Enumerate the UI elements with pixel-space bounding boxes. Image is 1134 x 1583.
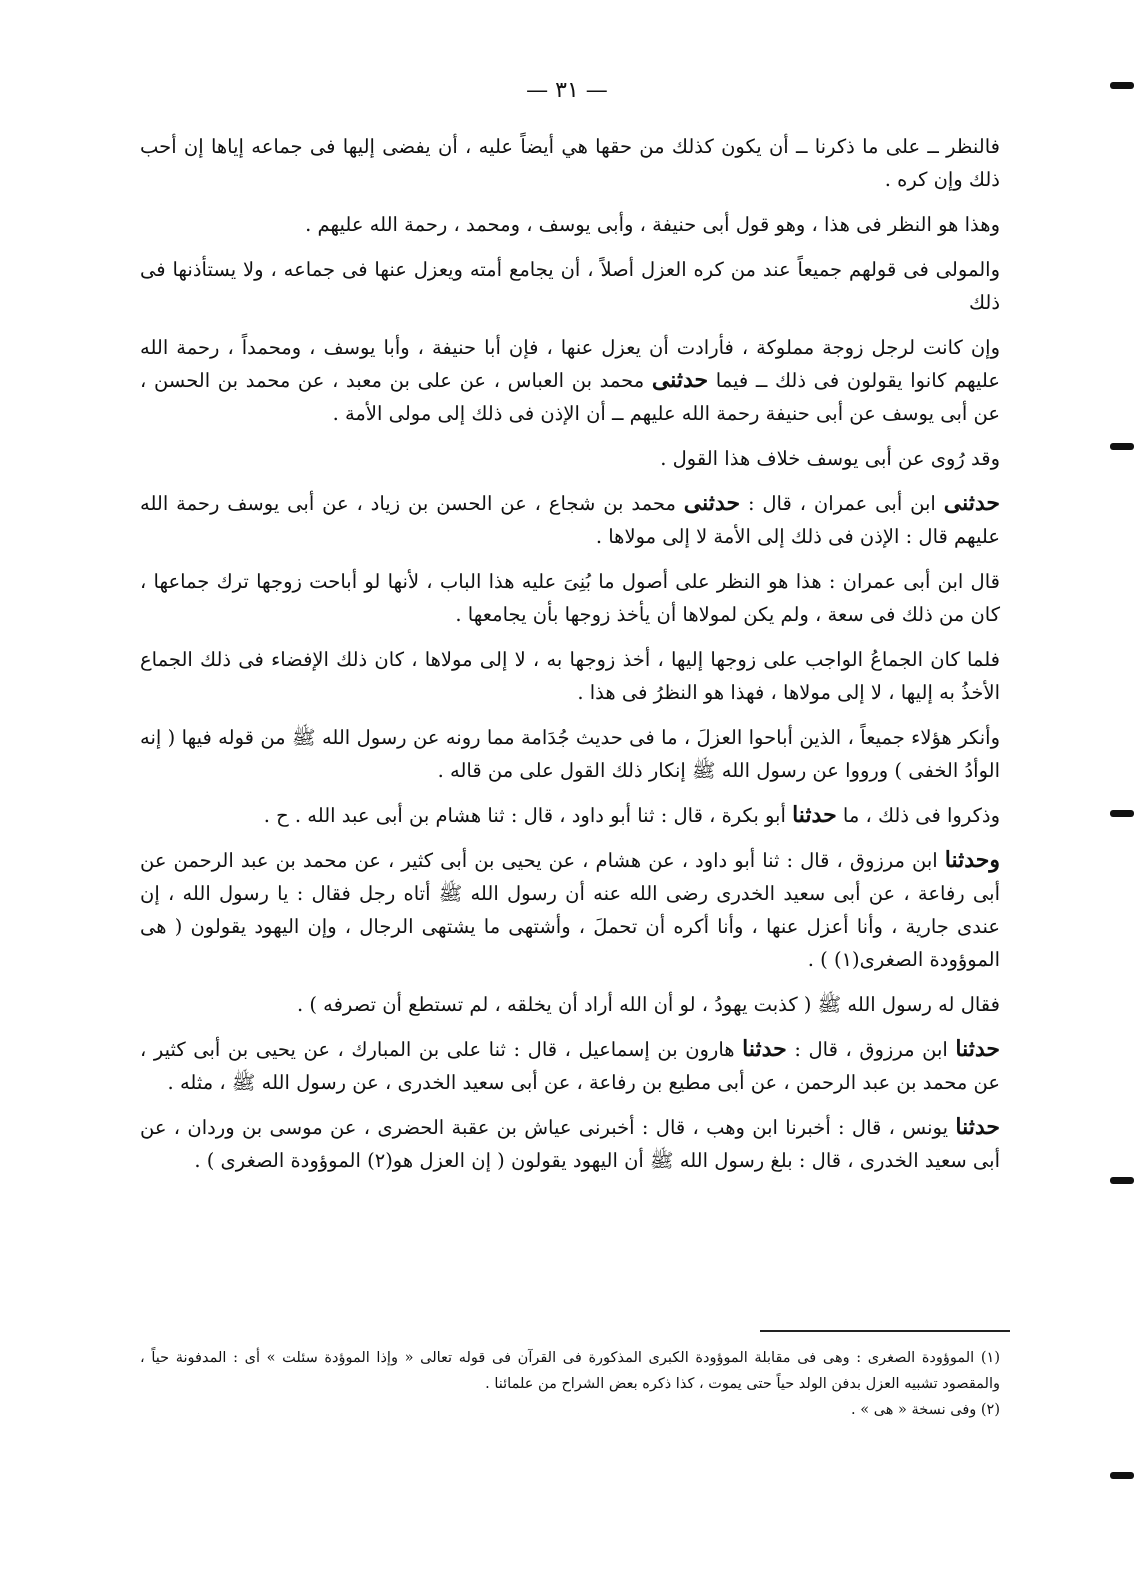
paragraph-9: وأنكر هؤلاء جميعاً ، الذين أباحوا العزلَ ، ما فى حديث جُدَامة مما رونه عن رسول الله ﷺ من قوله فيها ( إنه الوأدُ الخفى ) ورووا عن رسول الله ﷺ إنكار ذلك القول على من قاله .: [140, 726, 1000, 782]
paragraph-13-text-b: هارون بن إسماعيل ، قال : ثنا على بن المبارك ، عن يحيى بن أبى كثير ، عن محمد بن عبد الرحمن ، عن أبى مطيع بن رفاعة ، عن أبى سعيد الخدرى ، عن رسول الله ﷺ ، مثله .: [140, 1038, 1000, 1094]
paragraph-8: فلما كان الجماعُ الواجب على زوجها إليها ، أخذ زوجها به ، لا إلى مولاها ، كان ذلك الإفضاء فى ذلك الجماع الأخذُ به إليها ، لا إلى مولاها ، فهذا هو النظرُ فى هذا .: [140, 648, 1000, 704]
margin-mark: [1110, 82, 1134, 89]
hadith-keyword: حدثنى: [683, 490, 741, 516]
page-number: — ٣١ —: [526, 78, 608, 103]
margin-mark: [1110, 443, 1134, 450]
hadith-keyword: حدثنى: [651, 367, 709, 393]
hadith-keyword: حدثنا: [955, 1036, 1001, 1062]
hadith-keyword: حدثنا: [742, 1036, 787, 1062]
paragraph-11-text: ابن مرزوق ، قال : ثنا أبو داود ، عن هشام ، عن يحيى بن أبى كثير ، عن محمد بن عبد الرحمن عن أبى رفاعة ، عن أبى سعيد الخدرى رضى الله عنه أن رسول الله ﷺ أتاه رجل فقال : يا رسول الله ، إن عندى جارية ، وأنا أعزل عنها ، وأنا أكره أن تحملَ ، وأشتهى ما يشتهى الرجال ، وإن اليهود يقولون ( هى الموؤودة الصغرى(١) ) .: [140, 849, 1000, 971]
margin-mark: [1110, 810, 1134, 817]
paragraph-4-text-a: وإن كانت لرجل زوجة مملوكة ، فأرادت أن يعزل عنها ، فإن أبا حنيفة ، وأبا يوسف ، ومحمداً ، رحمة الله عليهم كانوا يقولون فى ذلك ــ فيما: [140, 336, 1001, 392]
paragraph-11: [140, 844, 1000, 976]
hadith-keyword: وحدثنا: [944, 847, 1000, 873]
paragraph-10: [140, 799, 1000, 832]
paragraph-12: فقال له رسول الله ﷺ ( كذبت يهودُ ، لو أن الله أراد أن يخلقه ، لم تستطع أن تصرفه ) .: [296, 993, 1000, 1016]
paragraph-10-text-b: أبو بكرة ، قال : ثنا أبو داود ، قال : ثنا هشام بن أبى عبد الله . ح .: [263, 804, 786, 827]
margin-mark: [1110, 1472, 1134, 1479]
paragraph-6-text-b: محمد بن شجاع ، عن الحسن بن زياد ، عن أبى يوسف رحمة الله عليهم قال : الإذن فى ذلك إلى الأمة لا إلى مولاها .: [140, 492, 1000, 548]
footnote-1: (١) الموؤودة الصغرى : وهى فى مقابلة الموؤودة الكبرى المذكورة فى القرآن فى قوله تعالى « وإذا الموؤدة سئلت » أى : المدفونة حياً ، والمقصود تشبيه العزل بدفن الولد حياً حتى يموت ، كذا ذكره بعض الشراح من علمائنا .: [140, 1350, 1000, 1392]
hadith-keyword: حدثنا: [955, 1114, 1000, 1140]
footnote-separator: [760, 1330, 1010, 1332]
paragraph-6-text-a: ابن أبى عمران ، قال :: [747, 492, 936, 515]
paragraph-7: قال ابن أبى عمران : هذا هو النظر على أصول ما بُنِىَ عليه هذا الباب ، لأنها لو أباحت زوجها ترك جماعها ، كان من ذلك فى سعة ، ولم يكن لمولاها أن يأخذ زوجها بأن يجامعها .: [140, 570, 1000, 626]
hadith-keyword: حدثنا: [792, 802, 837, 828]
paragraph-4: [140, 331, 1000, 430]
hadith-keyword: حدثنى: [943, 490, 1000, 516]
paragraph-3: والمولى فى قولهم جميعاً عند من كره العزل أصلاً ، أن يجامع أمته ويعزل عنها فى جماعه ، ولا يستأذنها فى ذلك: [140, 258, 1000, 314]
paragraph-4-text-b: محمد بن العباس ، عن على بن معبد ، عن محمد بن الحسن ، عن أبى يوسف عن أبى حنيفة رحمة الله عليهم ــ أن الإذن فى ذلك إلى مولى الأمة .: [140, 369, 1000, 425]
paragraph-13: [140, 1033, 1000, 1099]
paragraph-10-text-a: وذكروا فى ذلك ، ما: [842, 804, 1000, 827]
body-text: [140, 130, 1000, 1189]
margin-mark: [1110, 1177, 1134, 1184]
paragraph-2: وهذا هو النظر فى هذا ، وهو قول أبى حنيفة ، وأبى يوسف ، ومحمد ، رحمة الله عليهم .: [305, 213, 1000, 236]
paragraph-14: [140, 1111, 1000, 1177]
paragraph-1: فالنظر ــ على ما ذكرنا ــ أن يكون كذلك من حقها هي أيضاً عليه ، أن يفضى إليها فى جماعه إياها إن أحب ذلك وإن كره .: [140, 135, 1000, 191]
footnotes: [140, 1345, 1000, 1423]
footnote-2: (٢) وفى نسخة « هى » .: [851, 1402, 1000, 1418]
paragraph-5: وقد رُوى عن أبى يوسف خلاف هذا القول .: [660, 447, 1000, 470]
paragraph-6: [140, 487, 1000, 553]
paragraph-14-text: يونس ، قال : أخبرنا ابن وهب ، قال : أخبرنى عياش بن عقبة الحضرى ، عن موسى بن وردان ، عن أبى سعيد الخدرى ، قال : بلغ رسول الله ﷺ أن اليهود يقولون ( إن العزل هو(٢) الموؤودة الصغرى ) .: [140, 1116, 1000, 1172]
paragraph-13-text-a: ابن مرزوق ، قال :: [794, 1038, 948, 1061]
